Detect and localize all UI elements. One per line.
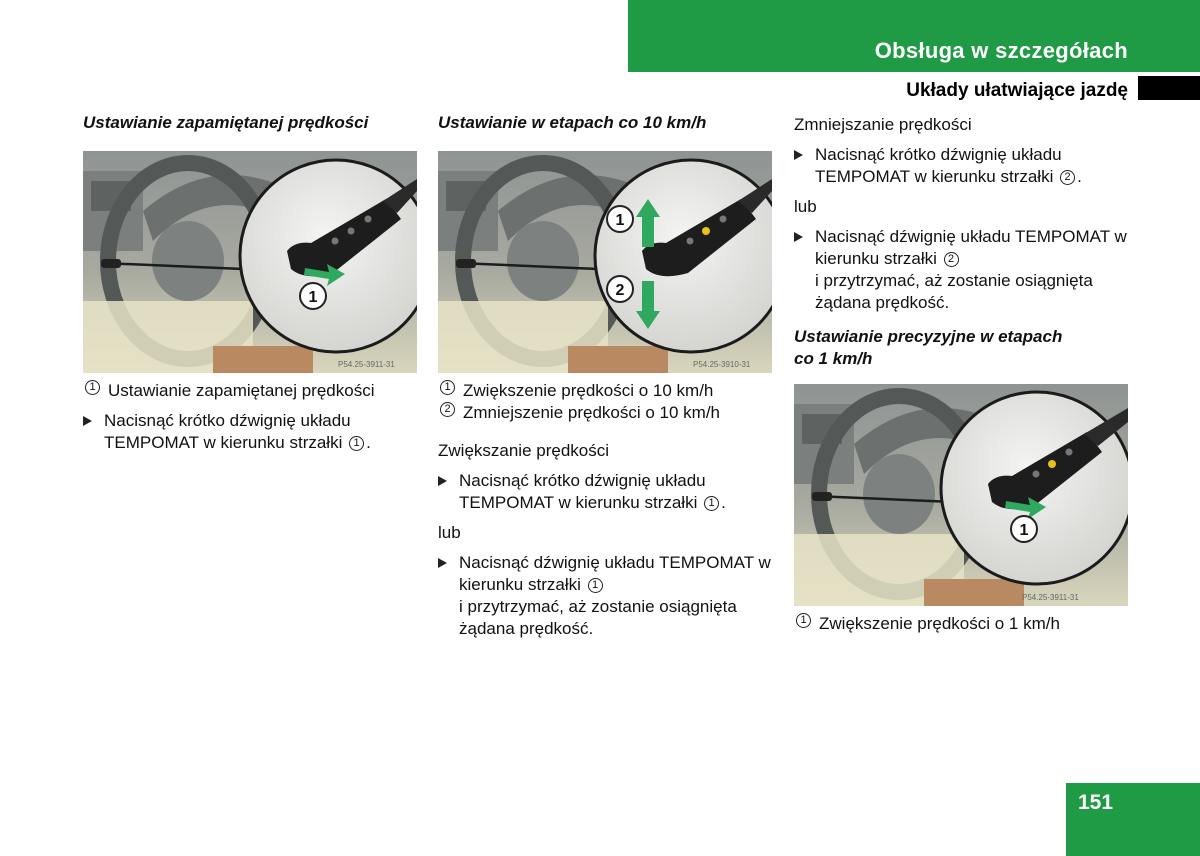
figure-cruise-lever-3 bbox=[794, 384, 1128, 606]
col2-heading: Ustawianie w etapach co 10 km/h bbox=[438, 113, 707, 132]
bullet-text: Nacisnąć dźwignię układu TEMPOMAT w kierunku strzałki 1 i przytrzymać, aż zostanie osiągnięta żądana prędkość. bbox=[459, 553, 771, 638]
instruction-bullet bbox=[794, 226, 1134, 314]
bullet-triangle-icon bbox=[438, 558, 447, 568]
bullet-text: Nacisnąć krótko dźwignię układu TEMPOMAT w kierunku strzałki 1 . bbox=[104, 411, 371, 452]
figure-caption-2 bbox=[438, 402, 778, 424]
col1-heading: Ustawianie zapamiętanej prędkości bbox=[83, 113, 369, 132]
section-subtitle: Układy ułatwiające jazdę bbox=[906, 80, 1128, 101]
or-text: lub bbox=[438, 523, 461, 542]
bullet-text: Nacisnąć dźwignię układu TEMPOMAT w kierunku strzałki 2 i przytrzymać, aż zostanie osiągnięta żądana prędkość. bbox=[815, 227, 1127, 312]
page-number: 151 bbox=[1078, 791, 1114, 814]
car-interior-illustration bbox=[438, 151, 772, 373]
caption-text: Ustawianie zapamiętanej prędkości bbox=[108, 381, 375, 400]
figure-cruise-lever-1 bbox=[83, 151, 417, 373]
figure-cruise-lever-2 bbox=[438, 151, 772, 373]
figure-code: P54.25-3910-31 bbox=[693, 360, 751, 369]
column-1 bbox=[83, 112, 423, 454]
figure-callout-2: 2 bbox=[615, 282, 625, 299]
figure-caption bbox=[794, 613, 1134, 635]
car-interior-illustration bbox=[83, 151, 417, 373]
column-3 bbox=[794, 114, 1134, 635]
bullet-triangle-icon bbox=[794, 232, 803, 242]
instruction-bullet bbox=[438, 470, 778, 514]
figure-caption-1 bbox=[438, 380, 778, 402]
callout-ref: 1 bbox=[796, 613, 811, 628]
instruction-bullet bbox=[438, 552, 778, 640]
bullet-triangle-icon bbox=[83, 416, 92, 426]
figure-callout-1: 1 bbox=[1019, 522, 1029, 539]
car-interior-illustration bbox=[794, 384, 1128, 606]
caption-text: Zwiększenie prędkości o 10 km/h bbox=[463, 381, 714, 400]
bullet-text: Nacisnąć krótko dźwignię układu TEMPOMAT w kierunku strzałki 2 . bbox=[815, 145, 1082, 186]
column-2 bbox=[438, 112, 778, 640]
callout-ref: 1 bbox=[85, 380, 100, 395]
callout-ref: 1 bbox=[440, 380, 455, 395]
header-green-band bbox=[628, 0, 1200, 72]
figure-caption bbox=[83, 380, 423, 402]
bullet-triangle-icon bbox=[794, 150, 803, 160]
figure-code: P54.25-3911-31 bbox=[1022, 593, 1079, 602]
instruction-bullet bbox=[83, 410, 423, 454]
caption-text: Zwiększenie prędkości o 1 km/h bbox=[819, 614, 1060, 633]
page-number-tab bbox=[1066, 783, 1200, 856]
instruction-bullet bbox=[794, 144, 1134, 188]
figure-callout-1: 1 bbox=[615, 212, 625, 229]
chapter-title: Obsługa w szczegółach bbox=[874, 38, 1128, 63]
col3-heading: Ustawianie precyzyjne w etapach co 1 km/h bbox=[794, 327, 1063, 368]
callout-ref: 2 bbox=[440, 402, 455, 417]
figure-code: P54.25-3911-31 bbox=[338, 360, 395, 369]
header-black-tab bbox=[1138, 76, 1200, 100]
caption-text: Zmniejszenie prędkości o 10 km/h bbox=[463, 403, 721, 422]
sub-heading: Zwiększanie prędkości bbox=[438, 441, 610, 460]
sub-heading: Zmniejszanie prędkości bbox=[794, 115, 972, 134]
or-text: lub bbox=[794, 197, 817, 216]
bullet-text: Nacisnąć krótko dźwignię układu TEMPOMAT w kierunku strzałki 1 . bbox=[459, 471, 726, 512]
figure-callout-1: 1 bbox=[308, 289, 318, 306]
bullet-triangle-icon bbox=[438, 476, 447, 486]
